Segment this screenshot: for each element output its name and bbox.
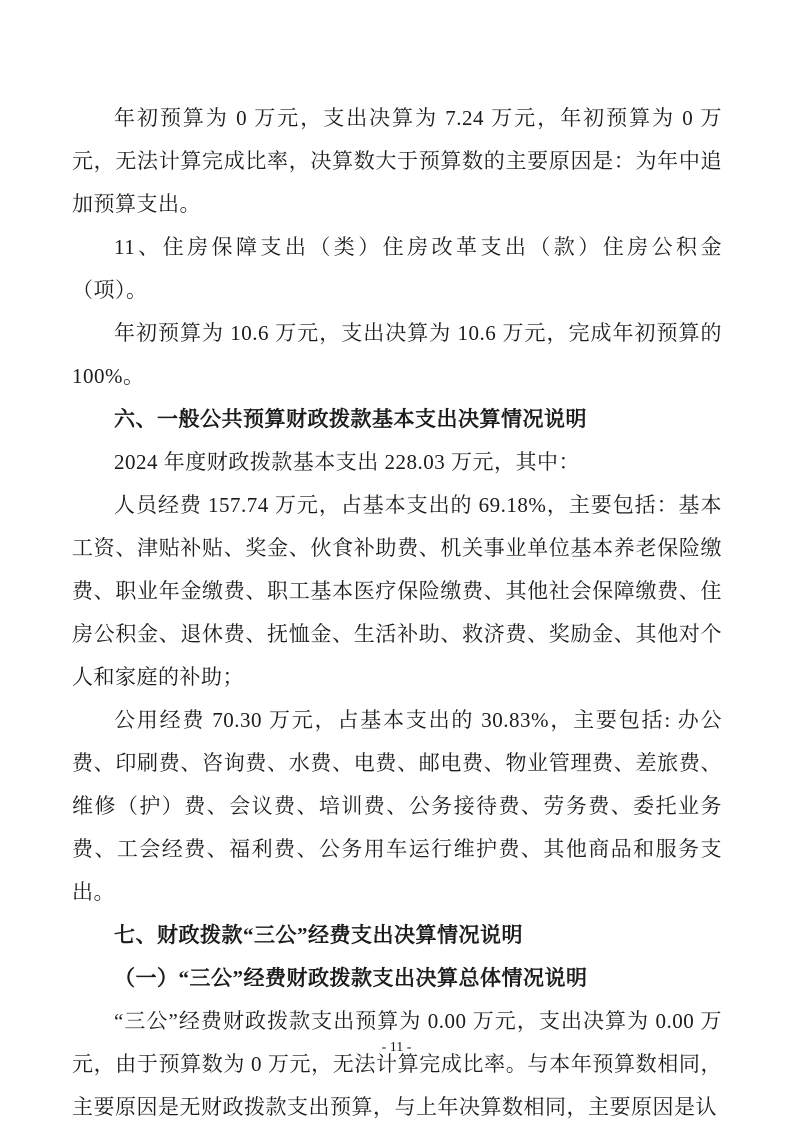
paragraph-basic-expenditure-total: 2024 年度财政拨款基本支出 228.03 万元，其中： <box>114 450 580 474</box>
heading-subsection-one-overview: （一）“三公”经费财政拨款支出决算总体情况说明 <box>114 966 588 990</box>
heading-section-six-basic-expenditure: 六、一般公共预算财政拨款基本支出决算情况说明 <box>114 407 587 431</box>
paragraph-three-public-overview: “三公”经费财政拨款支出预算为 0.00 万元，支出决算为 0.00 万元，由于预算数为 0 万元，无法计算完成比率。与本年预算数相同，主要原因是无财政拨款支出预算，与上年决算数相同，主要原因是认 <box>72 1009 722 1119</box>
paragraph-item10-budget-detail: 年初预算为 0 万元，支出决算为 7.24 万元，年初预算为 0 万元，无法计算完成比率，决算数大于预算数的主要原因是：为年中追加预算支出。 <box>72 106 722 216</box>
heading-section-seven-three-public: 七、财政拨款“三公”经费支出决算情况说明 <box>114 923 523 947</box>
document-body <box>72 97 722 1122</box>
page-number: - 11 - <box>381 1040 412 1055</box>
paragraph-personnel-expenses: 人员经费 157.74 万元，占基本支出的 69.18%，主要包括：基本工资、津贴补贴、奖金、伙食补助费、机关事业单位基本养老保险缴费、职业年金缴费、职工基本医疗保险缴费、其他社会保障缴费、住房公积金、退休费、抚恤金、生活补助、救济费、奖励金、其他对个人和家庭的补助； <box>72 493 722 689</box>
paragraph-item11-budget-detail: 年初预算为 10.6 万元，支出决算为 10.6 万元，完成年初预算的 100%。 <box>72 321 722 388</box>
paragraph-item11-housing-subsidy: 11、住房保障支出（类）住房改革支出（款）住房公积金（项）。 <box>72 235 722 302</box>
paragraph-public-expenses: 公用经费 70.30 万元，占基本支出的 30.83%，主要包括: 办公费、印刷费、咨询费、水费、电费、邮电费、物业管理费、差旅费、维修（护）费、会议费、培训费、公务接待费、劳务费、委托业务费、工会经费、福利费、公务用车运行维护费、其他商品和服务支出。 <box>72 708 722 904</box>
